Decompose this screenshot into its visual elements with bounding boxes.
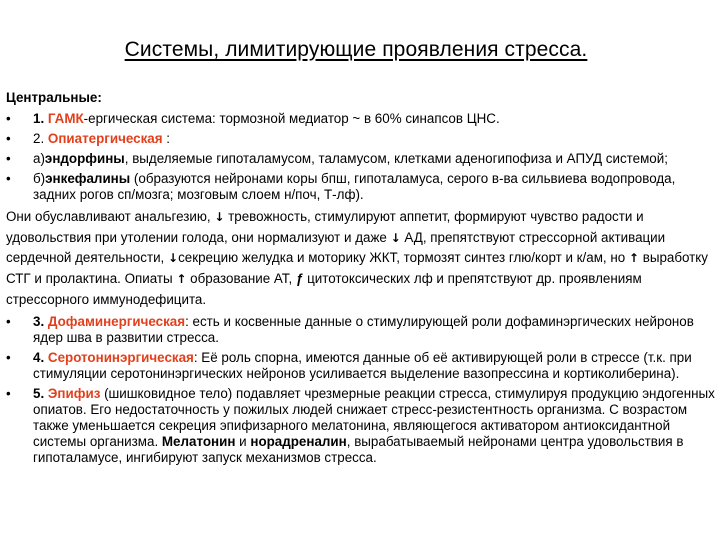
item-text: : Её роль спорна, имеются данные об её активирующей роли в стрессе (т.к. при стимуляции серотонинэргических нейронов усиливается выделение вазопрессина и кортиколиберина). [33,349,692,381]
opiates-paragraph [6,207,716,311]
paragraph-text: Они обуславливают анальгезию, [6,209,215,224]
item-text: и [235,433,251,449]
item-text: (шишковидное тело) подавляет чрезмерные реакции стресса, стимулируя продукцию эндогенных опиатов. Его недостаточность у пожилых людей снижает стресс-резистентность организма. С возрастом также уменьшается секреция эпифизарного мелатонина, являющегося активатором антиоксидантной системы организма. [33,385,715,449]
item-text: , выделяемые гипоталамусом, таламусом, клетками аденогипофиза и АПУД системой; [124,151,668,166]
list-item-dopamine [6,314,716,346]
system-name: Дофаминергическая [47,313,186,329]
system-name: Опиатергическая [47,131,163,146]
item-text: , вырабатываемый нейронами центра удовольствия в гипоталамусе, ингибируют запуск механизмов стресса. [33,433,684,465]
paragraph-text: секрецию желудка и моторику ЖКТ, тормозят синтез глю/корт и к/ам, но [178,250,629,266]
arrow-up-icon: ↑ [628,251,639,266]
arrow-down-icon: ↓ [168,251,179,266]
item-number: 3. [33,313,45,329]
list-item-serotonin [6,350,716,382]
section-heading: Центральные: [6,90,102,105]
item-text: -ергическая система: тормозной медиатор ~ в 60% синапсов ЦНС. [83,111,500,126]
system-name: Серотонинэргическая [47,349,194,365]
list-item-enkephalins [6,171,716,203]
item-text: (образуются нейронами коры бпш, гипоталамуса, серого в-ва сильвиева водопровода, задних рогов сп/мозга; мозговым слоем н/поч, Т-лф). [33,171,676,202]
bullet-icon: • [6,349,11,365]
list-item-opiate [6,131,716,147]
list-item-endorphins [6,151,716,167]
slide-body [6,90,716,470]
f-symbol-icon: ƒ [295,271,304,287]
item-number: 2. [33,131,45,146]
arrow-down-icon: ↓ [214,210,225,224]
item-number: 5. [33,385,45,401]
bullet-icon: • [6,111,11,126]
list-item-gaba [6,111,716,127]
paragraph-text: выработку СТГ и пролактина. Опиаты [6,250,708,287]
system-name: ГАМК [47,111,84,126]
bullet-icon: • [6,171,11,186]
slide-title: Системы, лимитирующие проявления стресса. [124,38,588,61]
bullet-icon: • [6,151,11,166]
arrow-up-icon: ↑ [176,272,187,287]
paragraph-text: цитотоксических лф и препятствуют др. проявлениям стрессорного иммунодефицита. [6,271,642,307]
arrow-down-icon: ↓ [390,230,401,245]
bullet-icon: • [6,385,11,401]
paragraph-text: тревожность, стимулируют аппетит, формируют чувство радости и удовольствия при утолении голода, они нормализуют и даже [6,209,644,245]
bullet-icon: • [6,131,11,146]
bullet-icon: • [6,313,11,329]
paragraph-text: образование АТ, [186,271,296,287]
item-text: : есть и косвенные данные о стимулирующей роли дофаминэргических нейронов ядер шва в развитии стресса. [33,313,694,345]
term-enkephalins: энкефалины [45,171,131,186]
item-prefix: а) [33,151,45,166]
list-item-epiphysis [6,386,716,466]
system-name: Эпифиз [47,385,101,401]
item-text: : [162,131,170,146]
term-noradrenaline: норадреналин [250,433,347,449]
paragraph-text: АД, препятствуют стрессорной активации сердечной деятельности, [6,229,666,266]
term-endorphins: эндорфины [44,151,125,166]
item-number: 1. [33,111,45,126]
term-melatonin: Мелатонин [161,433,236,449]
item-prefix: б) [33,171,46,186]
item-number: 4. [33,349,45,365]
